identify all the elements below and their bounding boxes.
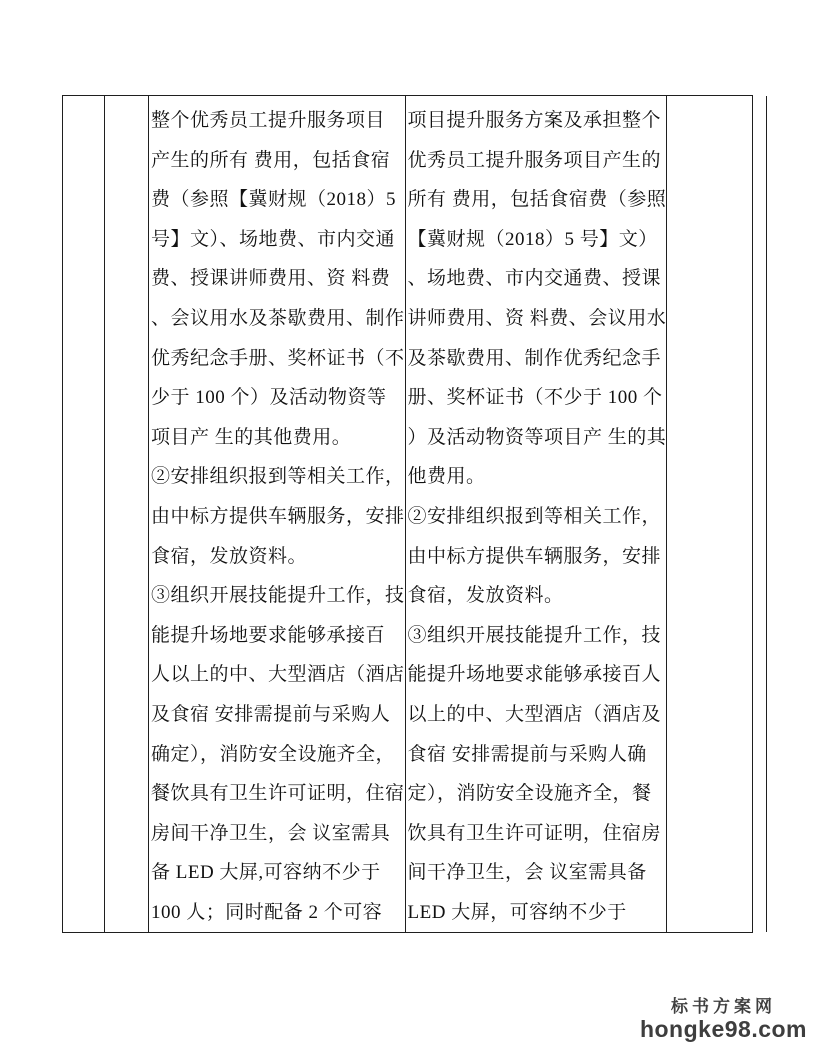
text-line: 优秀纪念手册、奖杯证书（不	[151, 347, 405, 369]
table-cell-right-text	[406, 96, 668, 932]
text-line: 食宿，发放资料。	[151, 545, 308, 567]
text-line: 由中标方提供车辆服务，安排	[407, 545, 662, 567]
text-line: 讲师费用、资 料费、会议用水	[407, 307, 667, 329]
watermark-site-name: 标书方案网	[670, 997, 776, 1016]
text-line: ③组织开展技能提升工作，技	[151, 585, 405, 607]
text-line: 房间干净卫生，会 议室需具	[151, 822, 391, 844]
text-line: 号】文）、场地费、市内交通	[151, 228, 396, 250]
text-line: 食宿，发放资料。	[407, 585, 564, 607]
text-line: 及食宿 安排需提前与采购人	[151, 703, 391, 725]
text-line: 少于 100 个）及活动物资等	[151, 387, 387, 409]
document-table	[62, 95, 753, 933]
table-cell-empty-2	[105, 96, 149, 932]
text-line: 册、奖杯证书（不少于 100 个	[407, 387, 663, 409]
text-line: ②安排组织报到等相关工作，	[407, 505, 662, 527]
watermark	[640, 998, 807, 1042]
text-line: 费（参照【冀财规（2018）5	[151, 189, 397, 211]
text-line: 能提升场地要求能够承接百人	[407, 664, 662, 686]
text-line: ③组织开展技能提升工作，技	[407, 624, 662, 646]
table-cell-empty-3	[667, 96, 767, 932]
text-line: 费、授课讲师费用、资 料费	[151, 268, 391, 290]
text-line: 所有 费用，包括食宿费（参照	[407, 189, 667, 211]
text-line: 定），消防安全设施齐全，餐	[407, 783, 652, 805]
text-line: 饮具有卫生许可证明，住宿房	[407, 822, 662, 844]
text-line: 餐饮具有卫生许可证明，住宿	[151, 783, 405, 805]
text-line: 食宿 安排需提前与采购人确	[407, 743, 647, 765]
table-cell-empty-1	[63, 96, 105, 932]
text-line: ）及活动物资等项目产 生的其	[407, 426, 667, 448]
text-line: 以上的中、大型酒店（酒店及	[407, 703, 662, 725]
text-line: 项目产 生的其他费用。	[151, 426, 352, 448]
text-line: 由中标方提供车辆服务，安排	[151, 505, 405, 527]
text-line: 能提升场地要求能够承接百	[151, 624, 386, 646]
text-line: 优秀员工提升服务项目产生的	[407, 149, 662, 171]
text-line: 确定），消防安全设施齐全，	[151, 743, 396, 765]
text-line: 人以上的中、大型酒店（酒店	[151, 664, 405, 686]
table-cell-left-text	[149, 96, 406, 932]
text-line: 及茶歇费用、制作优秀纪念手	[407, 347, 662, 369]
text-line: 100 人；同时配备 2 个可容	[151, 901, 383, 923]
text-line: 【冀财规（2018）5 号】文）	[407, 228, 658, 250]
text-line: 产生的所有 费用，包括食宿	[151, 149, 391, 171]
watermark-site-url: hongke98.com	[639, 1015, 807, 1042]
text-line: ②安排组织报到等相关工作，	[151, 466, 405, 488]
text-line: LED 大屏，可容纳不少于	[407, 901, 627, 923]
text-line: 项目提升服务方案及承担整个	[407, 110, 662, 131]
text-line: 间干净卫生，会 议室需具备	[407, 862, 647, 884]
text-line: 备 LED 大屏,可容纳不少于	[151, 862, 381, 884]
text-line: 、场地费、市内交通费、授课	[407, 268, 662, 290]
text-line: 整个优秀员工提升服务项目	[151, 110, 386, 131]
text-line: 、会议用水及茶歇费用、制作	[151, 307, 405, 329]
text-line: 他费用。	[407, 466, 486, 488]
